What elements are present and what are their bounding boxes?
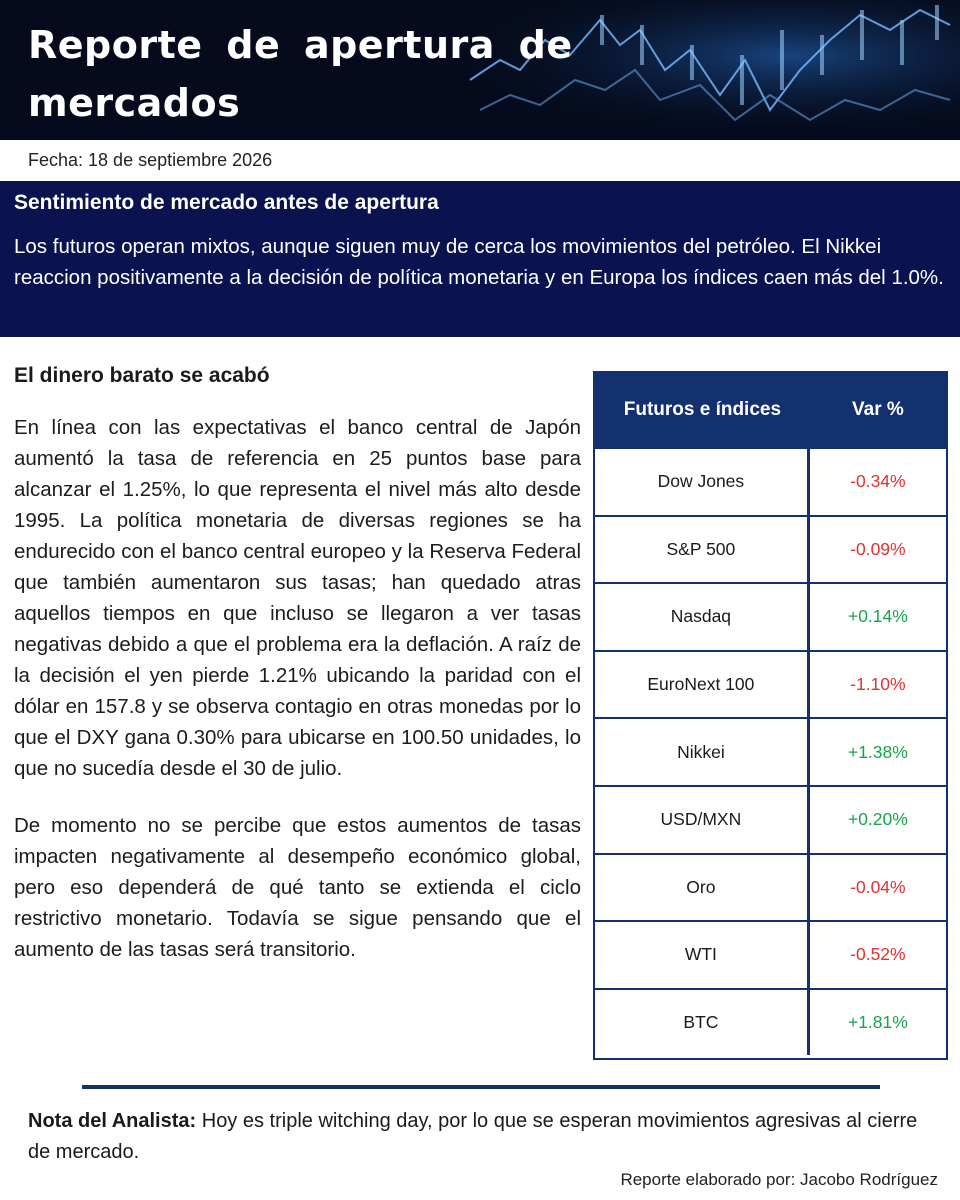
report-title: Reporte de apertura de mercados	[28, 23, 573, 125]
table-row	[595, 582, 946, 650]
table-cell-name: BTC	[595, 990, 810, 1056]
table-cell-name: Nikkei	[595, 719, 810, 785]
table-row	[595, 717, 946, 785]
table-cell-name: USD/MXN	[595, 787, 810, 853]
table-cell-value: +0.20%	[847, 809, 908, 830]
table-cell-name: S&P 500	[595, 517, 810, 583]
table-cell-value: -0.09%	[850, 538, 906, 559]
table-cell-value: -0.52%	[850, 944, 906, 965]
table-cell-name: EuroNext 100	[595, 652, 810, 718]
table-row	[595, 853, 946, 921]
table-cell-value: +1.81%	[847, 1012, 908, 1033]
report-header	[0, 0, 960, 140]
table-header-name: Futuros e índices	[623, 399, 782, 420]
article-heading: El dinero barato se acabó	[14, 364, 270, 387]
table-row	[595, 515, 946, 583]
sentiment-text: Los futuros operan mixtos, aunque siguen muy de cerca los movimientos del petróleo. El Nikkei reaccion positivamente a la decisión de política monetaria y en Europa los índices caen más del 1.0%.	[14, 235, 944, 289]
table-cell-value: -0.34%	[850, 471, 906, 492]
table-header-row	[595, 373, 946, 447]
analyst-note-label: Nota del Analista:	[28, 1110, 197, 1132]
analyst-note-text: Hoy es triple witching day, por lo que se esperan movimientos agresivas al cierre de mercado.	[28, 1110, 918, 1163]
table-row	[595, 447, 946, 515]
table-header-var: Var %	[852, 399, 904, 420]
table-row	[595, 988, 946, 1056]
main-article	[14, 364, 581, 965]
table-row	[595, 650, 946, 718]
table-row	[595, 785, 946, 853]
table-row	[595, 920, 946, 988]
sentiment-heading: Sentimiento de mercado antes de apertura	[14, 191, 439, 214]
article-paragraph-2: De momento no se percibe que estos aumentos de tasas impacten negativamente al desempeño económico global, pero eso dependerá de qué tanto se extienda el ciclo restrictivo monetario. Todavía se sigue pensando que el aumento de las tasas será transitorio.	[14, 814, 581, 961]
market-sentiment-box	[0, 181, 960, 337]
table-cell-value: -0.04%	[850, 876, 906, 897]
table-cell-name: WTI	[595, 922, 810, 988]
table-cell-value: +1.38%	[847, 741, 908, 762]
table-cell-name: Oro	[595, 855, 810, 921]
report-author: Reporte elaborado por: Jacobo Rodríguez	[620, 1170, 938, 1189]
section-divider	[82, 1085, 880, 1089]
report-date: Fecha: 18 de septiembre 2026	[28, 150, 273, 170]
table-cell-name: Dow Jones	[595, 449, 810, 515]
article-paragraph-1: En línea con las expectativas el banco central de Japón aumentó la tasa de referencia en 25 puntos base para alcanzar el 1.25%, lo que representa el nivel más alto desde 1995. La política monetaria de diversas regiones se ha endurecido con el banco central europeo y la Reserva Federal que también aumentaron sus tasas; han quedado atras aquellos tiempos en que incluso se llegaron a ver tasas negativas debido a que el problema era la deflación. A raíz de la decisión el yen pierde 1.21% ubicando la paridad con el dólar en 157.8 y se observa contagio en otras monedas por lo que el DXY gana 0.30% para ubicarse en 100.50 unidades, lo que no sucedía desde el 30 de julio.	[14, 416, 581, 780]
table-cell-value: +0.14%	[847, 606, 908, 627]
futures-indices-table	[593, 371, 948, 1060]
analyst-note	[28, 1106, 940, 1168]
table-cell-value: -1.10%	[850, 674, 906, 695]
table-cell-name: Nasdaq	[595, 584, 810, 650]
